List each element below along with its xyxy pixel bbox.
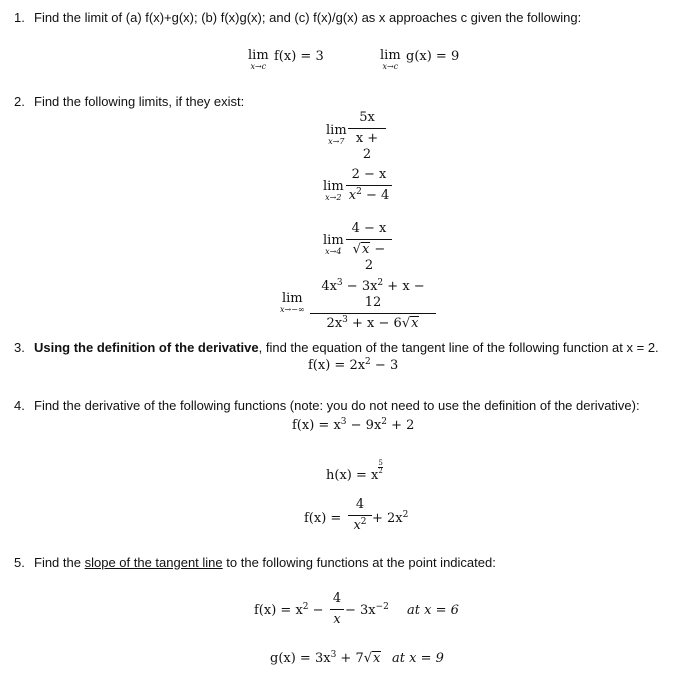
q4-function-f2-fraction: $\frac{4}{x^2}$: [348, 497, 372, 534]
q5-function-f-rhs: − $3x^{-2}$: [345, 602, 389, 618]
q2b-limit: lim x→2: [323, 179, 344, 202]
q4-text: Find the derivative of the following functions (note: you do not need to use the definition of the derivative):: [34, 398, 640, 413]
q4-function-f2-rhs: + $2x^2$: [372, 510, 409, 526]
q2c-limit: lim x→4: [323, 233, 344, 256]
q2c-fraction: $\frac{4 - x}{√x - 2}$: [346, 221, 392, 274]
q5-number: 5.: [14, 555, 25, 570]
q5-function-f-lhs: $f(x) = x^2$ −: [254, 602, 324, 618]
q2b-fraction: $\frac{2 - x}{x^2 - 4}$: [346, 167, 392, 204]
q1-limit-g: lim x→c: [380, 48, 401, 71]
q2d-fraction: $\frac{4x^3 - 3x^2 + x - 12}{2x^3 + x - 6√x}$: [310, 279, 436, 332]
q5-f-point: at x = 6: [407, 603, 459, 618]
q5-function-f-fraction: $\frac{4}{x}$: [330, 591, 344, 628]
q1-text: Find the limit of (a) f(x)+g(x); (b) f(x)g(x); and (c) f(x)/g(x) as x approaches c given the following:: [34, 10, 582, 25]
q4-function-f2-lhs: f(x) =: [304, 511, 342, 526]
q4-function-h: h(x) = x $\frac{5}{2}$: [326, 459, 383, 483]
q2-text: Find the following limits, if they exist:: [34, 94, 245, 109]
q2-number: 2.: [14, 94, 25, 109]
q5-text: Find the slope of the tangent line to the following functions at the point indicated:: [34, 555, 496, 570]
q5-function-g: $g(x) = 3x^3 + 7√x$: [270, 650, 381, 666]
q1-limit-f: lim x→c: [248, 48, 269, 71]
q3-number: 3.: [14, 340, 25, 355]
q3-function: $f(x) = 2x^2 - 3$: [308, 357, 399, 373]
q5-g-point: at x = 9: [392, 651, 444, 666]
q2a-limit: lim x→7: [326, 123, 347, 146]
q1-g-expr: g(x) = 9: [406, 49, 460, 64]
q1-f-expr: f(x) = 3: [274, 49, 324, 64]
q2d-limit: lim x→−∞: [280, 291, 305, 314]
q4-function-f1: $f(x) = x^3 - 9x^2 + 2$: [292, 417, 415, 433]
q4-number: 4.: [14, 398, 25, 413]
slope-of-tangent-line-text: slope of the tangent line: [84, 555, 223, 570]
q3-text: Using the definition of the derivative, find the equation of the tangent line of the following function at x = 2.: [34, 340, 659, 355]
q1-number: 1.: [14, 10, 25, 25]
q2a-fraction: $\frac{5x}{x + 2}$: [348, 110, 386, 163]
